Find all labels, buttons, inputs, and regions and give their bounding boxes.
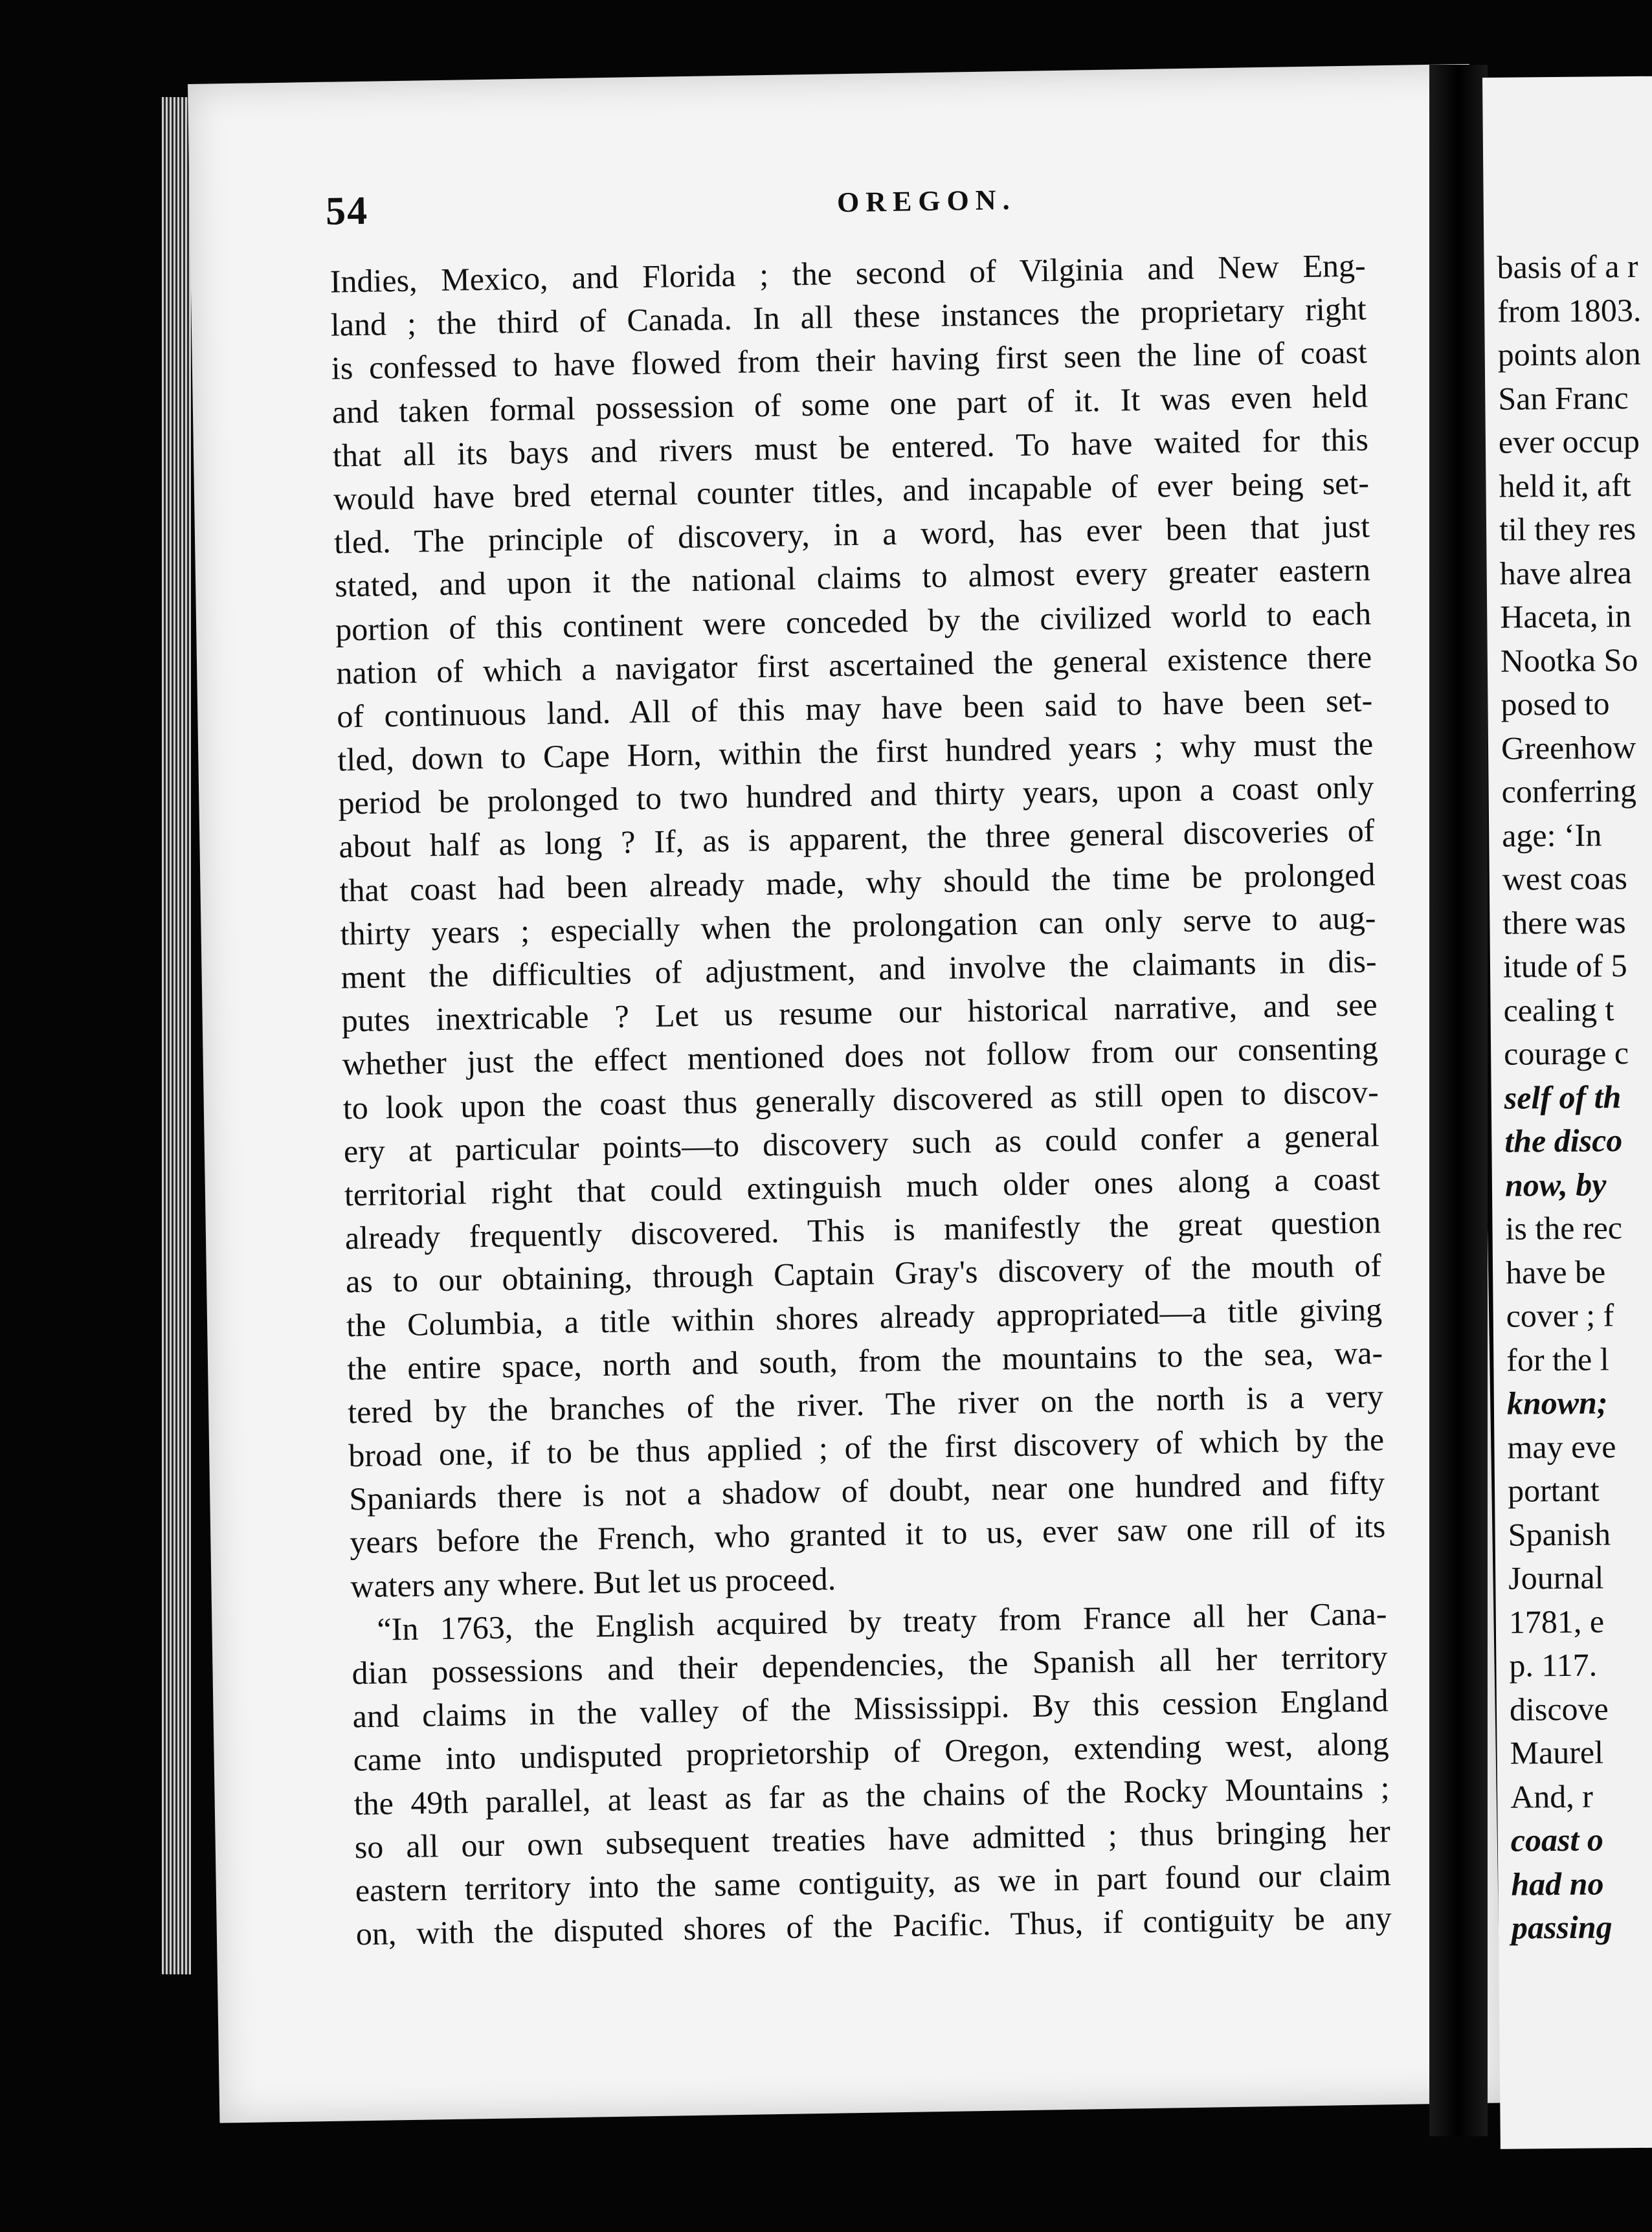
book-gutter bbox=[1429, 65, 1488, 2136]
text-line: ery at particular points—to discovery such as could confer a general bbox=[343, 1117, 1380, 1170]
text-line: posed to bbox=[1501, 685, 1610, 722]
text-line: conferring bbox=[1501, 772, 1637, 810]
text-line: already frequently discovered. This is manifestly the great question bbox=[344, 1203, 1381, 1256]
text-line: and claims in the valley of the Mississippi. By this cession England bbox=[352, 1682, 1389, 1735]
text-line: land ; the third of Canada. In all these instances the proprietary right bbox=[330, 290, 1367, 343]
text-line: And, r bbox=[1510, 1778, 1594, 1815]
text-line: the entire space, north and south, from the mountains to the sea, wa- bbox=[346, 1334, 1383, 1387]
text-line: age: ‘In bbox=[1501, 816, 1602, 854]
text-line: known; bbox=[1506, 1384, 1608, 1422]
text-line: there was bbox=[1502, 903, 1626, 941]
text-line: period be prolonged to two hundred and thirty years, upon a coast only bbox=[338, 768, 1374, 821]
text-line: tled, down to Cape Horn, within the first hundred years ; why must the bbox=[337, 725, 1374, 778]
text-line: 1781, e bbox=[1508, 1602, 1605, 1640]
text-line: had no bbox=[1511, 1864, 1604, 1903]
text-line: held it, aft bbox=[1499, 466, 1631, 504]
text-line: dian possessions and their dependencies, the Spanish all her territory bbox=[352, 1638, 1388, 1691]
text-line: that all its bays and rivers must be entered. To have waited for this bbox=[332, 421, 1369, 474]
text-line: about half as long ? If, as is apparent, the three general discoveries of bbox=[339, 812, 1375, 865]
text-line: west coas bbox=[1502, 860, 1628, 897]
running-head bbox=[326, 172, 1427, 241]
text-line: stated, and upon it the national claims to almost every greater eastern bbox=[334, 551, 1371, 604]
text-line: the Columbia, a title within shores already appropriated—a title giving bbox=[346, 1290, 1383, 1343]
text-line: nation of which a navigator first ascertained the general existence there bbox=[335, 638, 1372, 691]
text-line: would have bred eternal counter titles, and incapable of ever being set- bbox=[333, 464, 1370, 517]
text-line: portant bbox=[1507, 1471, 1600, 1509]
text-line: as to our obtaining, through Captain Gray's discovery of the mouth of bbox=[345, 1247, 1382, 1300]
text-line: territorial right that could extinguish much older ones along a coast bbox=[344, 1160, 1381, 1213]
body-text bbox=[329, 243, 1392, 1956]
text-line: thirty years ; especially when the prolongation can only serve to aug- bbox=[340, 899, 1376, 952]
text-line: for the l bbox=[1506, 1340, 1609, 1378]
text-line: cover ; f bbox=[1506, 1297, 1614, 1334]
text-line: Indies, Mexico, and Florida ; the second of Vilginia and New Eng- bbox=[329, 247, 1367, 300]
text-line: is the rec bbox=[1505, 1209, 1623, 1247]
text-line: may eve bbox=[1507, 1427, 1616, 1466]
text-line: years before the French, who granted it to us, ever saw one rill of its bbox=[349, 1508, 1386, 1561]
left-page bbox=[188, 64, 1501, 2123]
text-line: cealing t bbox=[1503, 990, 1614, 1029]
text-line: discove bbox=[1509, 1690, 1609, 1728]
right-page bbox=[1482, 76, 1652, 2148]
text-line: Spanish bbox=[1508, 1515, 1611, 1553]
text-line: broad one, if to be thus applied ; of the first discovery of which by the bbox=[348, 1421, 1385, 1474]
text-line: have be bbox=[1505, 1253, 1606, 1291]
text-line: passing bbox=[1511, 1908, 1613, 1946]
text-line: ever occup bbox=[1498, 422, 1640, 460]
text-line: came into undisputed proprietorship of Oregon, extending west, along bbox=[353, 1725, 1389, 1778]
text-line: Maurel bbox=[1510, 1734, 1604, 1771]
text-line: eastern territory into the same contiguity, as we in part found our claim bbox=[355, 1856, 1392, 1909]
text-line: itude of 5 bbox=[1502, 947, 1627, 985]
text-line: putes inextricable ? Let us resume our historical narrative, and see bbox=[341, 986, 1378, 1039]
text-line: Nootka So bbox=[1500, 641, 1638, 679]
text-line: “In 1763, the English acquired by treaty from France all her Cana- bbox=[377, 1595, 1387, 1647]
text-line: Spaniards there is not a shadow of doubt, near one hundred and fifty bbox=[348, 1464, 1385, 1517]
text-line: tered by the branches of the river. The river on the north is a very bbox=[347, 1378, 1384, 1431]
text-line: p. 117. bbox=[1509, 1646, 1598, 1684]
text-line: the 49th parallel, at least as far as the chains of the Rocky Mountains ; bbox=[353, 1769, 1390, 1822]
text-line: waters any where. But let us proceed. bbox=[350, 1560, 836, 1604]
text-line: so all our own subsequent treaties have admitted ; thus bringing her bbox=[354, 1812, 1391, 1866]
text-line: courage c bbox=[1503, 1034, 1629, 1072]
text-line: Haceta, in bbox=[1500, 597, 1632, 635]
text-line: coast o bbox=[1510, 1821, 1604, 1858]
text-line: that coast had been already made, why should the time be prolonged bbox=[339, 855, 1376, 909]
text-line: Journal bbox=[1508, 1559, 1604, 1596]
text-line: self of th bbox=[1504, 1078, 1622, 1116]
text-line: Greenhow bbox=[1501, 728, 1636, 766]
text-line: til they res bbox=[1499, 509, 1636, 548]
text-line: of continuous land. All of this may have been said to have been set- bbox=[336, 682, 1373, 735]
text-line: from 1803. bbox=[1497, 291, 1642, 329]
text-line: have alrea bbox=[1499, 553, 1632, 592]
text-line: tled. The principle of discovery, in a word, has ever been that just bbox=[333, 508, 1370, 561]
text-line: the disco bbox=[1504, 1122, 1623, 1159]
page-edge-stack bbox=[162, 97, 191, 1974]
text-line: is confessed to have flowed from their having first seen the line of coast bbox=[331, 333, 1368, 386]
right-page-text bbox=[1497, 244, 1652, 1950]
text-line: to look upon the coast thus generally discovered as still open to discov- bbox=[342, 1073, 1379, 1126]
text-line: ment the difficulties of adjustment, and involve the claimants in dis- bbox=[340, 943, 1377, 996]
text-line: on, with the disputed shores of the Pacific. Thus, if contiguity be any bbox=[355, 1899, 1392, 1952]
running-title: OREGON. bbox=[836, 183, 1016, 219]
text-line: whether just the effect mentioned does not follow from our consenting bbox=[342, 1029, 1379, 1082]
text-line: and taken formal possession of some one part of it. It was even held bbox=[331, 377, 1368, 430]
page-number: 54 bbox=[325, 188, 369, 234]
text-line: portion of this continent were conceded by the civilized world to each bbox=[335, 594, 1372, 648]
text-line: San Franc bbox=[1498, 379, 1629, 417]
text-line: basis of a r bbox=[1497, 247, 1638, 285]
text-line: now, by bbox=[1504, 1165, 1607, 1203]
text-line: points alon bbox=[1497, 335, 1641, 373]
